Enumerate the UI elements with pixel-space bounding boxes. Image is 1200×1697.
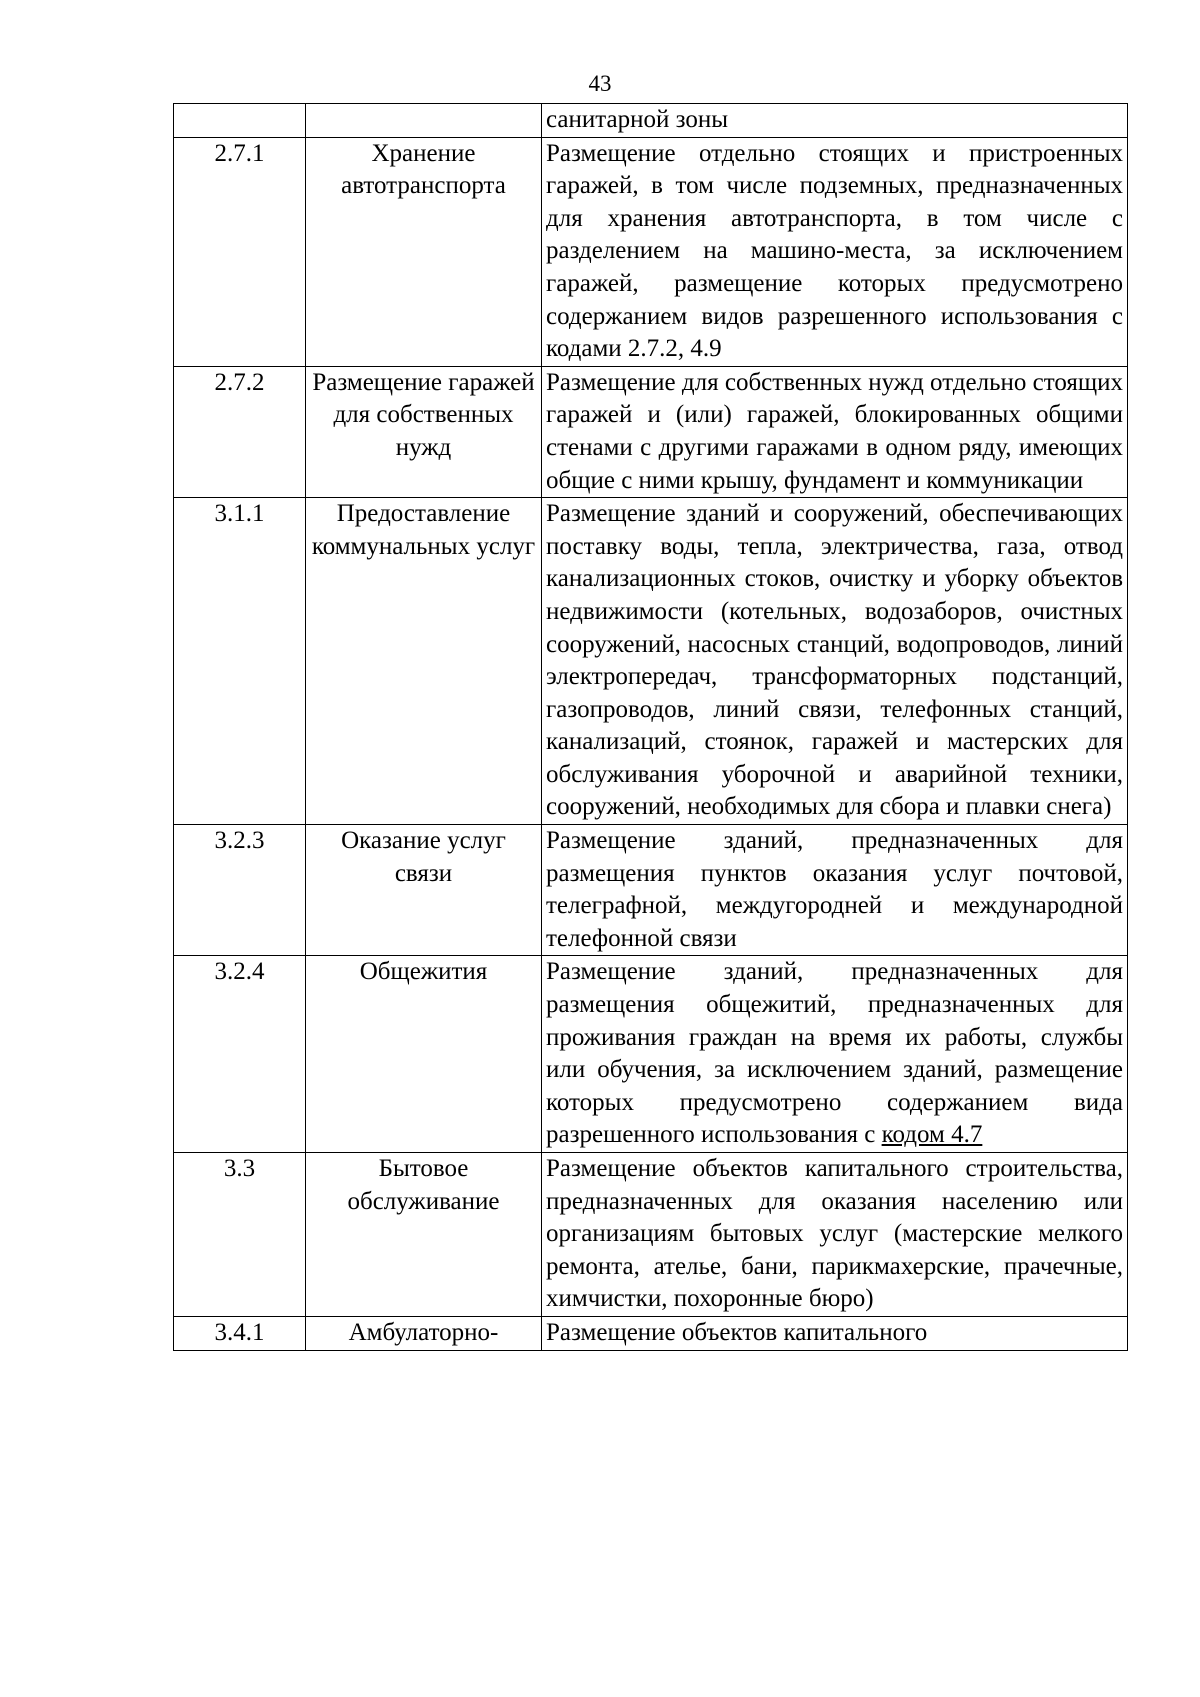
use-description: Размещение для собственных нужд отдельно стоящих гаражей и (или) гаражей, блокированных общими стенами с другими гаражами в одном ряду, имеющих общие с ними крышу, фундамент и коммуникации xyxy=(542,366,1128,497)
use-code xyxy=(174,104,306,138)
use-name xyxy=(306,104,542,138)
table-row xyxy=(174,1316,1128,1350)
use-name: Амбулаторно- xyxy=(306,1316,542,1350)
use-description: санитарной зоны xyxy=(542,104,1128,138)
use-code: 3.4.1 xyxy=(174,1316,306,1350)
use-name: Размещение гаражей для собственных нужд xyxy=(306,366,542,497)
use-name: Бытовое обслуживание xyxy=(306,1153,542,1317)
table-row xyxy=(174,366,1128,497)
use-description-text: Размещение зданий, предназначенных для размещения общежитий, предназначенных для проживания граждан на время их работы, службы или обучения, за исключением зданий, размещение которых предусмотрено содержанием вида разрешенного использования с xyxy=(546,958,1123,1149)
table-row xyxy=(174,825,1128,956)
use-name: Хранение автотранспорта xyxy=(306,137,542,366)
use-name: Общежития xyxy=(306,956,542,1153)
use-code: 3.2.3 xyxy=(174,825,306,956)
use-code: 2.7.1 xyxy=(174,137,306,366)
table-row xyxy=(174,498,1128,825)
table-row xyxy=(174,137,1128,366)
use-description: Размещение объектов капитального строительства, предназначенных для оказания населению или организациям бытовых услуг (мастерские мелкого ремонта, ателье, бани, парикмахерские, прачечные, химчистки, похоронные бюро) xyxy=(542,1153,1128,1317)
table-row xyxy=(174,956,1128,1153)
table-row xyxy=(174,1153,1128,1317)
use-description: Размещение зданий, предназначенных для размещения пунктов оказания услуг почтовой, телеграфной, междугородней и международной телефонной связи xyxy=(542,825,1128,956)
use-name: Предоставление коммунальных услуг xyxy=(306,498,542,825)
use-description xyxy=(542,956,1128,1153)
use-code: 3.2.4 xyxy=(174,956,306,1153)
page-number: 43 xyxy=(588,71,612,96)
use-description: Размещение объектов капитального xyxy=(542,1316,1128,1350)
use-name: Оказание услуг связи xyxy=(306,825,542,956)
code-reference-link[interactable]: кодом 4.7 xyxy=(881,1121,983,1149)
table-row xyxy=(174,104,1128,138)
land-use-table xyxy=(173,103,1128,1351)
use-description: Размещение отдельно стоящих и пристроенных гаражей, в том числе подземных, предназначенных для хранения автотранспорта, в том числе с разделением на машино-места, за исключением гаражей, размещение которых предусмотрено содержанием видов разрешенного использования с кодами 2.7.2, 4.9 xyxy=(542,137,1128,366)
use-code: 3.3 xyxy=(174,1153,306,1317)
use-code: 2.7.2 xyxy=(174,366,306,497)
use-description: Размещение зданий и сооружений, обеспечивающих поставку воды, тепла, электричества, газа, отвод канализационных стоков, очистку и уборку объектов недвижимости (котельных, водозаборов, очистных сооружений, насосных станций, водопроводов, линий электропередач, трансформаторных подстанций, газопроводов, линий связи, телефонных станций, канализаций, стоянок, гаражей и мастерских для обслуживания уборочной и аварийной техники, сооружений, необходимых для сбора и плавки снега) xyxy=(542,498,1128,825)
use-code: 3.1.1 xyxy=(174,498,306,825)
